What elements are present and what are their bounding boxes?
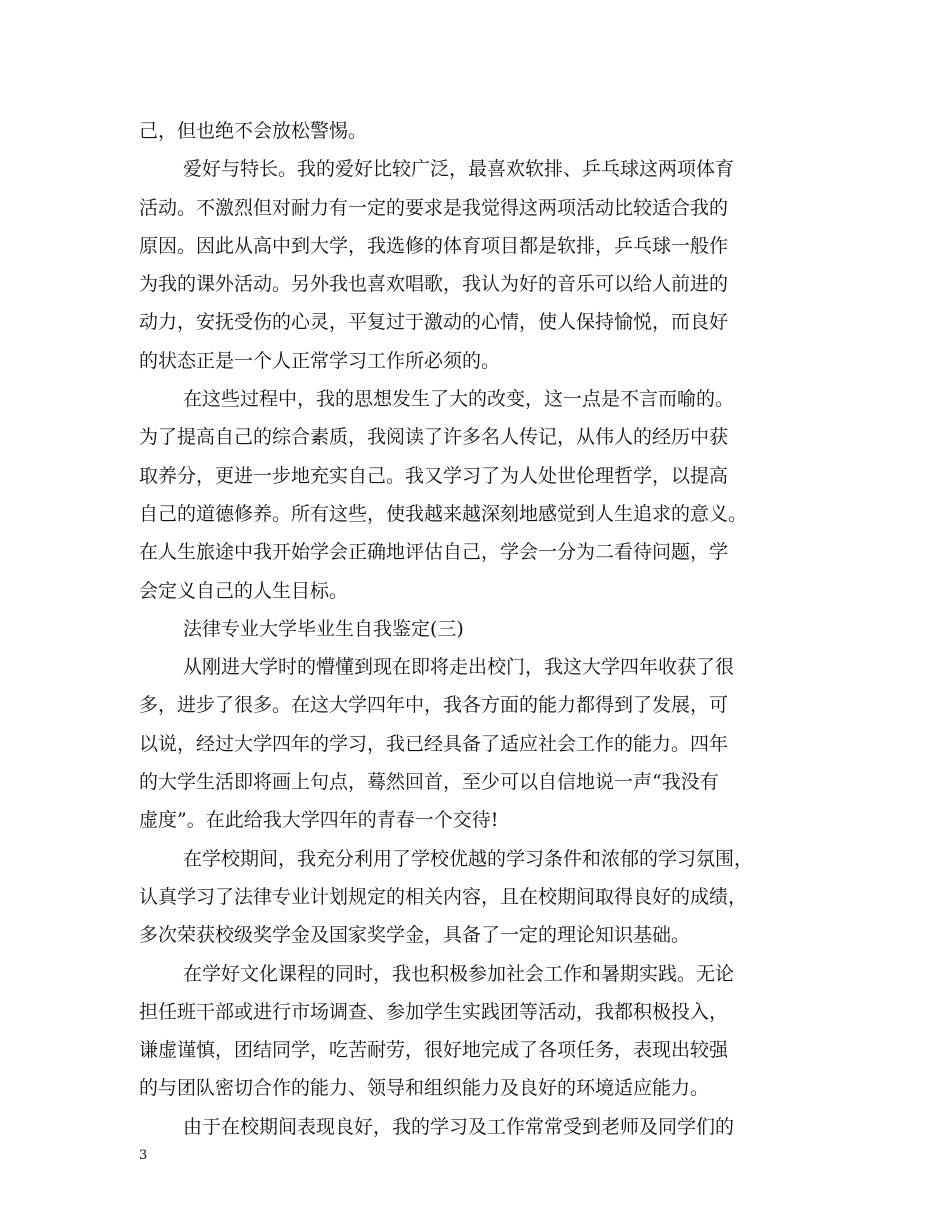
text-line: 在这些过程中，我的思想发生了大的改变，这一点是不言而喻的。	[183, 388, 735, 411]
text-line: 的状态正是一个人正常学习工作所必须的。	[139, 349, 501, 372]
text-line: 从刚进大学时的懵懂到现在即将走出校门，我这大学四年收获了很	[183, 656, 735, 679]
text-line: 活动。不激烈但对耐力有一定的要求是我觉得这两项活动比较适合我的	[139, 196, 729, 219]
text-line: 多，进步了很多。在这大学四年中，我各方面的能力都得到了发展，可	[139, 694, 729, 717]
text-line: 会定义自己的人生目标。	[139, 579, 349, 602]
text-line: 虚度”。在此给我大学四年的青春一个交待!	[139, 809, 499, 832]
text-line: 在学校期间，我充分利用了学校优越的学习条件和浓郁的学习氛围，	[183, 847, 754, 870]
text-line: 的大学生活即将画上句点，蓦然回首，至少可以自信地说一声“我没有	[139, 771, 719, 794]
text-line: 认真学习了法律专业计划规定的相关内容，且在校期间取得良好的成绩，	[139, 885, 748, 908]
text-line: 多次荣获校级奖学金及国家奖学金，具备了一定的理论知识基础。	[139, 924, 691, 947]
text-line: 谦虚谨慎，团结同学，吃苦耐劳，很好地完成了各项任务，表现出较强	[139, 1039, 729, 1062]
text-line: 爱好与特长。我的爱好比较广泛，最喜欢软排、乒乓球这两项体育	[183, 158, 735, 181]
text-line: 为我的课外活动。另外我也喜欢唱歌，我认为好的音乐可以给人前进的	[139, 273, 729, 296]
text-line: 在人生旅途中我开始学会正确地评估自己，学会一分为二看待问题，学	[139, 541, 729, 564]
text-line: 为了提高自己的综合素质，我阅读了许多名人传记，从伟人的经历中获	[139, 426, 729, 449]
body-text	[139, 112, 819, 1146]
text-line: 的与团队密切合作的能力、领导和组织能力及良好的环境适应能力。	[139, 1077, 710, 1100]
section-title: 法律专业大学毕业生自我鉴定(三)	[183, 617, 464, 640]
text-line: 担任班干部或进行市场调查、参加学生实践团等活动，我都积极投入，	[139, 1000, 729, 1023]
text-line: 由于在校期间表现良好，我的学习及工作常常受到老师及同学们的	[183, 1115, 735, 1138]
text-line: 原因。因此从高中到大学，我选修的体育项目都是软排，乒乓球一般作	[139, 234, 729, 257]
text-line: 自己的道德修养。所有这些，使我越来越深刻地感觉到人生追求的意义。	[139, 502, 748, 525]
text-line: 在学好文化课程的同时，我也积极参加社会工作和暑期实践。无论	[183, 962, 735, 985]
text-line: 以说，经过大学四年的学习，我已经具备了适应社会工作的能力。四年	[139, 732, 729, 755]
text-line: 取养分，更进一步地充实自己。我又学习了为人处世伦理哲学，以提高	[139, 464, 729, 487]
page-number: 3	[139, 1148, 148, 1163]
text-line: 己，但也绝不会放松警惕。	[139, 120, 368, 142]
text-line: 动力，安抚受伤的心灵，平复过于激动的心情，使人保持愉悦，而良好	[139, 311, 729, 334]
